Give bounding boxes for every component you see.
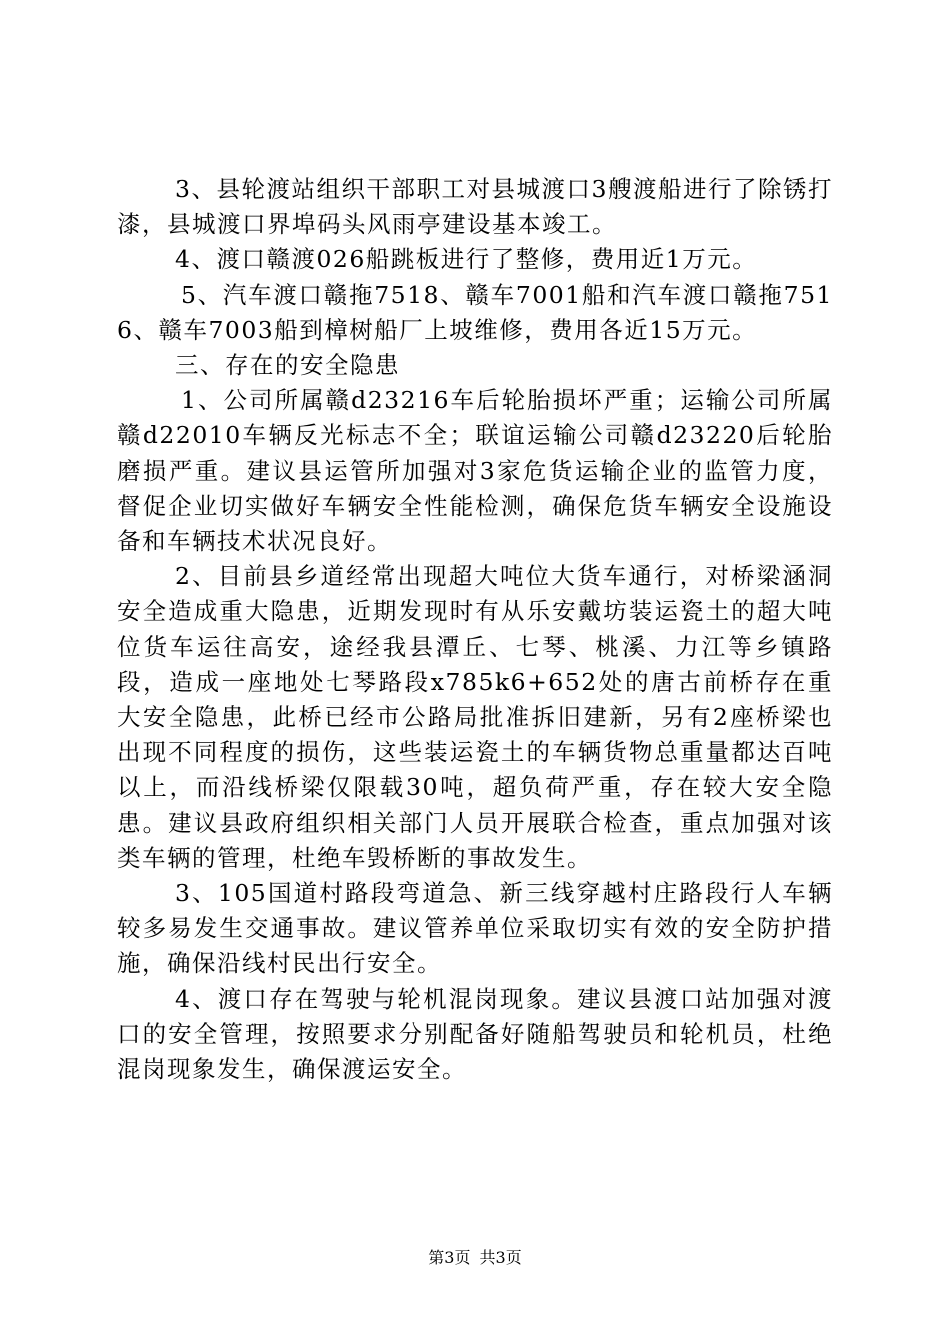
paragraph-item-5: 5、汽车渡口赣拖7518、赣车7001船和汽车渡口赣拖7516、赣车7003船到樟树船厂上坡维修，费用各近15万元。 [117, 280, 833, 344]
document-body [117, 172, 833, 1087]
page-number: 第3页 [428, 1248, 471, 1267]
paragraph-item-4: 4、渡口赣渡026船跳板进行了整修，费用近1万元。 [175, 245, 758, 274]
paragraph-item-3: 3、县轮渡站组织干部职工对县城渡口3艘渡船进行了除锈打漆，县城渡口界埠码头风雨亭建设基本竣工。 [117, 175, 833, 239]
page-total: 共3页 [479, 1248, 522, 1267]
section-heading-safety-hazards: 三、存在的安全隐患 [175, 351, 400, 380]
hazard-item-2: 2、目前县乡道经常出现超大吨位大货车通行，对桥梁涵洞安全造成重大隐患，近期发现时有从乐安戴坊装运瓷土的超大吨位货车运往高安，途经我县潭丘、七琴、桃溪、力江等乡镇路段，造成一座地处七琴路段x785k6+652处的唐古前桥存在重大安全隐患，此桥已经市公路局批准拆旧建新，另有2座桥梁也出现不同程度的损伤，这些装运瓷土的车辆货物总重量都达百吨以上，而沿线桥梁仅限载30吨，超负荷严重，存在较大安全隐患。建议县政府组织相关部门人员开展联合检查，重点加强对该类车辆的管理，杜绝车毁桥断的事故发生。 [117, 562, 833, 872]
hazard-item-4: 4、渡口存在驾驶与轮机混岗现象。建议县渡口站加强对渡口的安全管理，按照要求分别配备好随船驾驶员和轮机员，杜绝混岗现象发生，确保渡运安全。 [117, 984, 833, 1084]
hazard-item-3: 3、105国道村路段弯道急、新三线穿越村庄路段行人车辆较多易发生交通事故。建议管养单位采取切实有效的安全防护措施，确保沿线村民出行安全。 [117, 879, 833, 978]
hazard-item-1: 1、公司所属赣d23216车后轮胎损坏严重；运输公司所属赣d22010车辆反光标志不全；联谊运输公司赣d23220后轮胎磨损严重。建议县运管所加强对3家危货运输企业的监管力度，督促企业切实做好车辆安全性能检测，确保危货车辆安全设施设备和车辆技术状况良好。 [117, 386, 833, 556]
page-footer [0, 1248, 950, 1268]
